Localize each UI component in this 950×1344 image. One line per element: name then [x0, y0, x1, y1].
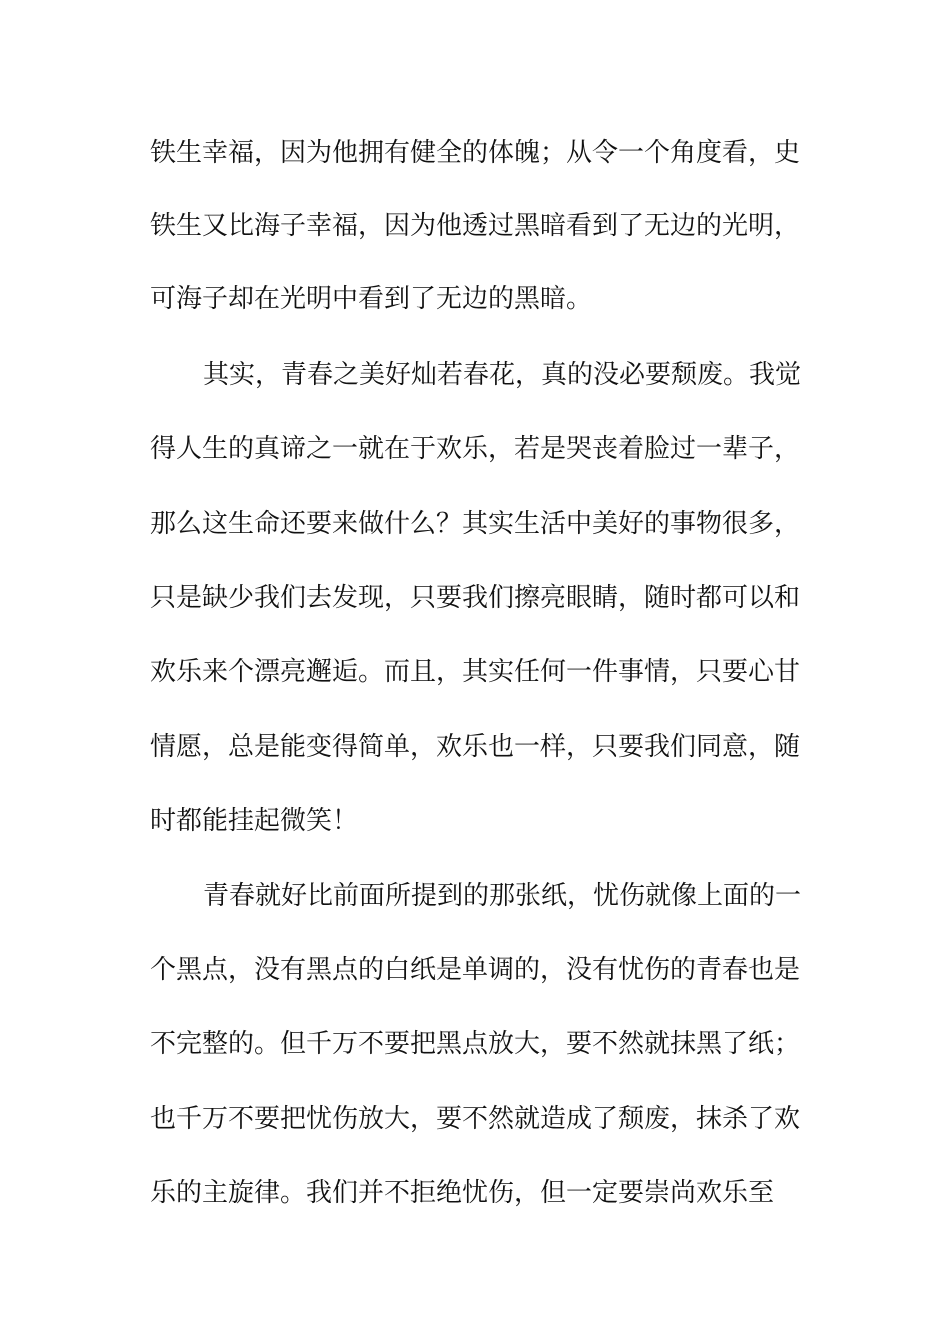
text-line: 那么这生命还要来做什么？其实生活中美好的事物很多，: [150, 509, 801, 539]
paragraph-first-line: 其实，青春之美好灿若春花，真的没必要颓废。我觉: [203, 360, 802, 390]
text-line: 得人生的真谛之一就在于欢乐，若是哭丧着脸过一辈子，: [150, 434, 801, 464]
text-line: 欢乐来个漂亮邂逅。而且，其实任何一件事情，只要心甘: [150, 657, 801, 687]
text-line: 铁生又比海子幸福，因为他透过黑暗看到了无边的光明，: [150, 211, 801, 241]
text-line: 乐的主旋律。我们并不拒绝忧伤，但一定要崇尚欢乐至: [150, 1178, 775, 1208]
text-line: 也千万不要把忧伤放大，要不然就造成了颓废，抹杀了欢: [150, 1104, 801, 1134]
text-line: 不完整的。但千万不要把黑点放大，要不然就抹黑了纸；: [150, 1029, 801, 1059]
text-line: 铁生幸福，因为他拥有健全的体魄；从令一个角度看，史: [150, 138, 801, 168]
text-line: 时都能挂起微笑！: [150, 806, 359, 836]
text-line: 个黑点，没有黑点的白纸是单调的，没有忧伤的青春也是: [150, 955, 801, 985]
paragraph-first-line: 青春就好比前面所提到的那张纸，忧伤就像上面的一: [203, 881, 802, 911]
text-line: 情愿，总是能变得简单，欢乐也一样，只要我们同意，随: [150, 732, 801, 762]
text-line: 可海子却在光明中看到了无边的黑暗。: [150, 284, 593, 314]
text-line: 只是缺少我们去发现，只要我们擦亮眼睛，随时都可以和: [150, 583, 801, 613]
